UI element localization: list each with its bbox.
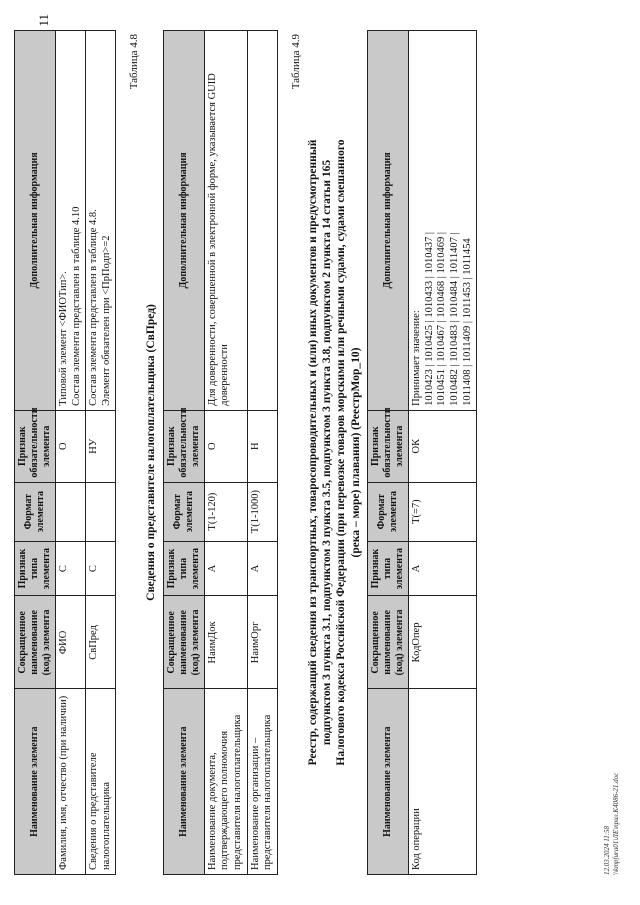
table-4-9	[367, 30, 477, 875]
header-info: Дополнительная информация	[368, 31, 409, 411]
header-short-name: Сокращенное наименование (код) элемента	[368, 596, 409, 689]
table-header-row	[15, 31, 56, 875]
code-line: 1010423 | 1010425 | 1010433 | 1010437 |	[423, 232, 435, 406]
cell-name: Фамилия, имя, отчество (при наличии)	[56, 689, 86, 875]
header-short-name: Сокращенное наименование (код) элемента	[163, 596, 204, 689]
cell-type: С	[56, 541, 86, 596]
header-type: Признак типа элемента	[163, 541, 204, 596]
header-type: Признак типа элемента	[368, 541, 409, 596]
info-line: Состав элемента представлен в таблице 4.8.	[88, 209, 100, 406]
header-name: Наименование элемента	[368, 689, 409, 875]
cell-name: Наименование организации – представителя налогоплательщика	[247, 689, 277, 875]
table-label-4-9: Таблица 4.9	[289, 34, 302, 90]
code-line: 1010451 | 1010467 | 1010468 | 1010469 |	[436, 232, 448, 406]
cell-info	[56, 31, 86, 411]
cell-info	[247, 31, 277, 411]
cell-code: ФИО	[56, 596, 86, 689]
cell-format: T(1-120)	[204, 482, 247, 541]
document-footer	[603, 773, 620, 875]
table-row	[56, 31, 86, 875]
cell-info: Для доверенности, совершенной в электронной форме, указывается GUID доверенности	[204, 31, 247, 411]
header-name: Наименование элемента	[163, 689, 204, 875]
cell-info	[409, 31, 477, 411]
cell-format: T(=7)	[409, 482, 477, 541]
cell-type: С	[86, 541, 116, 596]
cell-mandatory: О	[204, 410, 247, 482]
table-4-8	[163, 30, 278, 875]
header-format: Формат элемента	[15, 482, 56, 541]
cell-format	[86, 482, 116, 541]
header-name: Наименование элемента	[15, 689, 56, 875]
header-format: Формат элемента	[163, 482, 204, 541]
cell-mandatory: НУ	[86, 410, 116, 482]
cell-mandatory: ОК	[409, 410, 477, 482]
cell-mandatory: Н	[247, 410, 277, 482]
cell-mandatory: О	[56, 410, 86, 482]
cell-type: А	[247, 541, 277, 596]
footer-file-path: \\kmpfura01\ЛЕ\прил.К4086-21.doc	[611, 772, 620, 875]
header-info: Дополнительная информация	[15, 31, 56, 411]
cell-format	[56, 482, 86, 541]
header-mandatory: Признак обязательности элемента	[368, 410, 409, 482]
info-intro: Принимает значение:	[411, 310, 423, 406]
cell-code: НаимОрг	[247, 596, 277, 689]
cell-name: Наименование документа, подтверждающего полномочия представителя налогоплательщика	[204, 689, 247, 875]
table-elements-continuation	[14, 30, 116, 875]
info-line: Состав элемента представлен в таблице 4.10	[70, 206, 82, 406]
cell-code: КодОпер	[409, 596, 477, 689]
title-line: Реестр, содержащий сведения из транспортных, товаросопроводительных и (или) иных документов и предусмотренный	[306, 139, 319, 766]
table-header-row	[163, 31, 204, 875]
table-row	[247, 31, 277, 875]
table-label-4-8: Таблица 4.8	[128, 34, 141, 90]
info-line: Типовой элемент <ФИОТип>.	[58, 271, 69, 406]
cell-type: А	[204, 541, 247, 596]
header-short-name: Сокращенное наименование (код) элемента	[15, 596, 56, 689]
cell-name: Код операции	[409, 689, 477, 875]
cell-info	[86, 31, 116, 411]
cell-name: Сведения о представителе налогоплательщика	[86, 689, 116, 875]
cell-type: А	[409, 541, 477, 596]
table-header-row	[368, 31, 409, 875]
footer-timestamp: 12.03.2024 11:58	[603, 825, 612, 875]
code-line: 1011408 | 1011409 | 1011453 | 1011454	[461, 238, 473, 406]
cell-code: СвПред	[86, 596, 116, 689]
page-number: 11	[36, 14, 51, 27]
header-format: Формат элемента	[368, 482, 409, 541]
header-type: Признак типа элемента	[15, 541, 56, 596]
info-line: Элемент обязателен при <ПрПодп>=2	[100, 235, 112, 406]
header-info: Дополнительная информация	[163, 31, 204, 411]
table-row	[204, 31, 247, 875]
cell-code: НаимДок	[204, 596, 247, 689]
title-line: Налогового кодекса Российской Федерации (при перевозке товаров морскими или речными судами, судами смешанного	[335, 139, 348, 766]
table-title-4-8: Сведения о представителе налогоплательщика (СвПред)	[145, 304, 158, 601]
header-mandatory: Признак обязательности элемента	[15, 410, 56, 482]
table-title-4-9	[306, 30, 364, 875]
table-row	[409, 31, 477, 875]
title-line: подпунктом 3 пункта 3.1, подпунктом 3 пункта 3.5, подпунктом 3 пункта 3.8, подпунктом 2 пункта 14 статьи 165	[321, 159, 334, 746]
cell-format: T(1-1000)	[247, 482, 277, 541]
code-line: 1010482 | 1010483 | 1010484 | 1011407 |	[449, 232, 460, 406]
table-row	[86, 31, 116, 875]
header-mandatory: Признак обязательности элемента	[163, 410, 204, 482]
title-line: (река – море) плавания) (РеестрМор_10)	[349, 347, 362, 558]
